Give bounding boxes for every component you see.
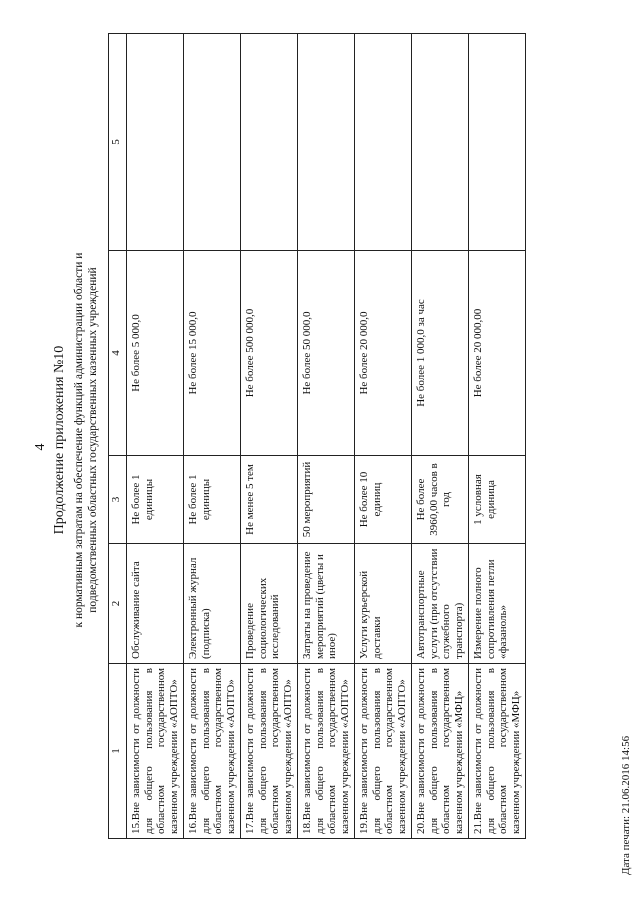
price-cell: Не более 15 000,0 xyxy=(184,251,241,456)
price-cell: Не более 5 000,0 xyxy=(127,251,184,456)
notes-cell xyxy=(241,34,298,251)
heading-title: Продолжение приложения №10 xyxy=(52,345,67,535)
service-cell: Измерение полного сопротивления петли «фазаноль» xyxy=(469,544,526,664)
table-row xyxy=(127,34,184,839)
header-cell-1: 1 xyxy=(109,664,127,839)
position-cell: 17.Вне зависимости от должности для общего пользования в областном государственном казенном учреждении «АОПТО» xyxy=(241,664,298,839)
quantity-cell: Не более 10 единиц xyxy=(355,456,412,544)
notes-cell xyxy=(298,34,355,251)
table-header-row xyxy=(109,34,127,839)
service-cell: Электронный журнал (подписка) xyxy=(184,544,241,664)
header-cell-5: 5 xyxy=(109,34,127,251)
service-cell: Автотранспортные услуги (при отсутствии служебного транспорта) xyxy=(412,544,469,664)
header-cell-4: 4 xyxy=(109,251,127,456)
heading-subtitle-line-2: подведомственных областных государственных казенных учреждений xyxy=(87,267,99,613)
service-cell: Услуги курьерской доставки xyxy=(355,544,412,664)
price-cell: Не более 50 000,0 xyxy=(298,251,355,456)
notes-cell xyxy=(469,34,526,251)
service-cell: Затраты на проведение мероприятий (цветы и иное) xyxy=(298,544,355,664)
price-cell: Не более 20 000,00 xyxy=(469,251,526,456)
position-cell: 18.Вне зависимости от должности для общего пользования в областном государственном казенном учреждении «АОПТО» xyxy=(298,664,355,839)
quantity-cell: 1 условная единица xyxy=(469,456,526,544)
price-cell: Не более 1 000,0 за час xyxy=(412,251,469,456)
position-cell: 16.Вне зависимости от должности для общего пользования в областном государственном казенном учреждении «АОПТО» xyxy=(184,664,241,839)
table-row xyxy=(412,34,469,839)
quantity-cell: Не более 1 единицы xyxy=(184,456,241,544)
table-row xyxy=(469,34,526,839)
table-row xyxy=(184,34,241,839)
heading-subtitle xyxy=(72,125,100,755)
service-cell: Обслуживание сайта xyxy=(127,544,184,664)
table-row xyxy=(298,34,355,839)
position-cell: 21.Вне зависимости от должности для общего пользования в областном государственном казенном учреждении «МФЦ» xyxy=(469,664,526,839)
norms-table xyxy=(108,33,526,839)
position-cell: 19.Вне зависимости от должности для общего пользования в областном государственном казенном учреждении «АОПТО» xyxy=(355,664,412,839)
quantity-cell: Не менее 5 тем xyxy=(241,456,298,544)
quantity-cell: Не более 1 единицы xyxy=(127,456,184,544)
header-cell-3: 3 xyxy=(109,456,127,544)
page-number: 4 xyxy=(33,443,48,451)
quantity-cell: Не более 3960,00 часов в год xyxy=(412,456,469,544)
table-row xyxy=(241,34,298,839)
service-cell: Проведение социологических исследований xyxy=(241,544,298,664)
quantity-cell: 50 мероприятий xyxy=(298,456,355,544)
table-row xyxy=(355,34,412,839)
print-date: Дата печати: 21.06.2016 14:56 xyxy=(620,735,632,875)
position-cell: 15.Вне зависимости от должности для общего пользования в областном государственном казенном учреждении «АОПТО» xyxy=(127,664,184,839)
price-cell: Не более 500 000,0 xyxy=(241,251,298,456)
price-cell: Не более 20 000,0 xyxy=(355,251,412,456)
notes-cell xyxy=(127,34,184,251)
notes-cell xyxy=(355,34,412,251)
header-cell-2: 2 xyxy=(109,544,127,664)
notes-cell xyxy=(184,34,241,251)
heading-subtitle-line-1: к нормативным затратам на обеспечение функций администрации области и xyxy=(73,252,85,628)
notes-cell xyxy=(412,34,469,251)
position-cell: 20.Вне зависимости от должности для общего пользования в областном государственном казенном учреждении «МФЦ» xyxy=(412,664,469,839)
